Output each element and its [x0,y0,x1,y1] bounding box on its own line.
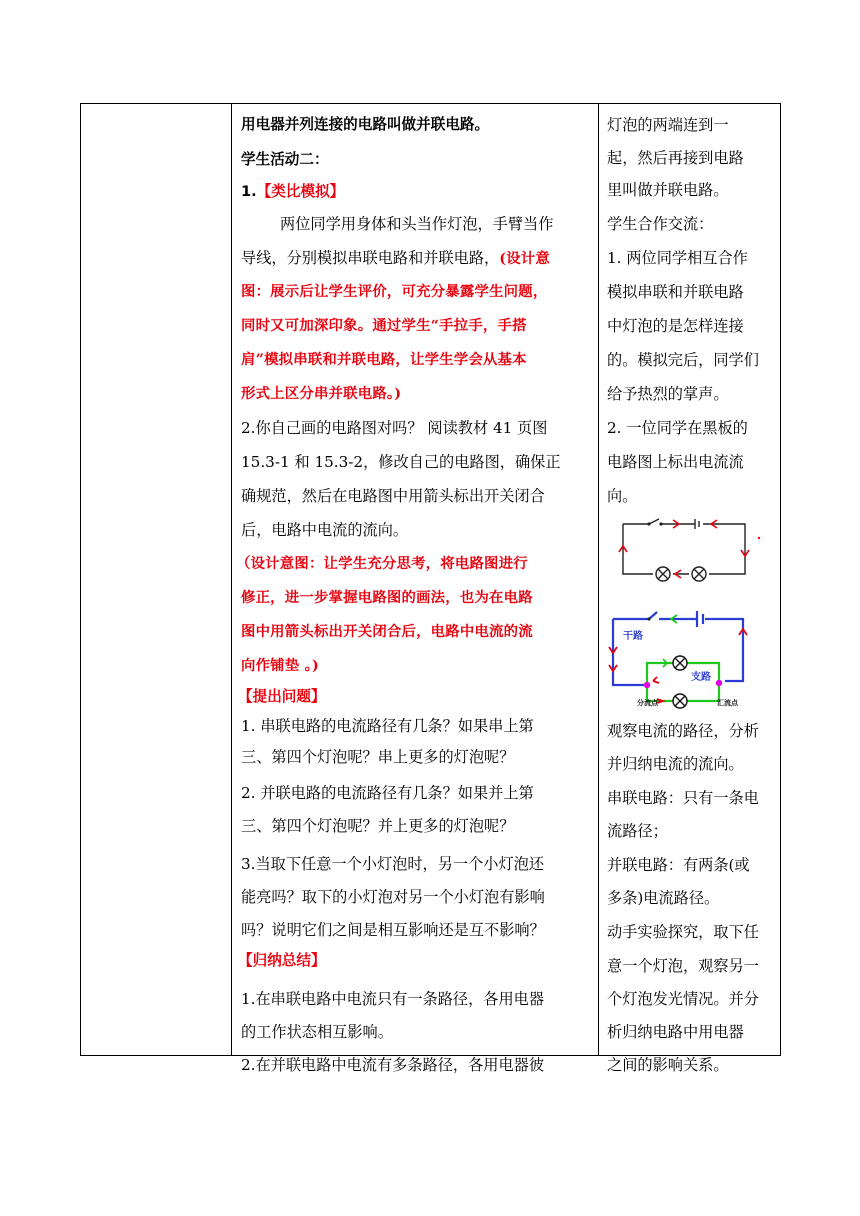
text-line: 三、第四个灯泡呢？并上更多的灯泡呢？ [241,817,515,835]
text-line: 两位同学用身体和头当作灯泡，手臂当作 [280,215,554,233]
text-line: 15.3-1 和 15.3-2，修改自己的电路图，确保正 [241,453,561,471]
parallel-circuit-diagram [607,607,767,713]
design-note-line: 图中用箭头标出开关闭合后，电路中电流的流 [241,623,533,640]
section-heading: 【提出问题】 [238,688,326,705]
text-line: 流路径； [607,822,668,840]
right-column-content [599,104,780,1074]
text-line: 意一个灯泡，观察另一 [607,957,759,975]
text-line: 2. 一位同学在黑板的 [607,419,748,437]
text-line: 灯泡的两端连到一 [607,116,729,134]
text-line: 并联电路：有两条(或 [607,856,750,874]
text-line: 确规范，然后在电路图中用箭头标出开关闭合 [241,487,545,505]
design-note-line: 同时又可加深印象。通过学生“手拉手，手搭 [241,317,527,334]
text-line: 2.在并联电路中电流有多条路径，各用电器彼 [241,1056,545,1074]
text-line: 1. 两位同学相互合作 [607,249,748,267]
text-line: 多条)电流路径。 [607,889,720,907]
design-note-line: 图：展示后让学生评价，可充分暴露学生问题， [241,283,548,300]
main-path-label: 干路 [623,631,643,642]
text-line: 1.在串联电路中电流只有一条路径，各用电器 [241,990,545,1008]
right-column-cell [599,104,781,1074]
text-line: 观察电流的路径，分析 [607,722,759,740]
text-line: 3.当取下任意一个小灯泡时，另一个小灯泡还 [241,855,545,873]
section-heading: 1.【类比模拟】 [241,183,345,200]
branch-label: 支路 [691,672,711,683]
text-line: 的。模拟完后，同学们 [607,351,759,369]
text-line: 串联电路：只有一条电 [607,789,759,807]
series-circuit-diagram [609,516,769,592]
text-line: 给予热烈的掌声。 [607,385,729,403]
text-line: 2.你自己画的电路图对吗？ 阅读教材 41 页图 [241,419,548,437]
text-line: 能亮吗？取下的小灯泡对另一个小灯泡有影响 [241,888,545,906]
section-heading: 【归纳总结】 [238,952,326,969]
text-line: 起，然后再接到电路 [607,149,744,167]
text-line: 里叫做并联电路。 [607,181,729,199]
text-line: 并归纳电流的流向。 [607,755,744,773]
text-line: 学生活动二： [241,151,329,168]
design-note-line: 肩”模拟串联和并联电路，让学生学会从基本 [241,351,527,368]
design-note-line: （设计意图：让学生充分思考，将电路图进行 [236,555,528,572]
text-line: 之间的影响关系。 [607,1056,729,1074]
split-point-label: 分流点 [637,699,658,707]
text-line: 1. 串联电路的电流路径有几条？如果串上第 [241,717,534,735]
text-line: 中灯泡的是怎样连接 [607,317,744,335]
text-line: 模拟串联和并联电路 [607,283,744,301]
text-line: 后，电路中电流的流向。 [241,521,409,539]
text-line: 学生合作交流： [607,215,714,233]
text-line: 向。 [607,487,638,505]
design-note-line: 修正，进一步掌握电路图的画法，也为在电路 [241,589,533,606]
text-line: 导线，分别模拟串联电路和并联电路，(设计意 [241,249,550,267]
left-column-cell [81,104,232,1056]
middle-column-content [232,104,598,1074]
text-line: 用电器并列连接的电路叫做并联电路。 [241,116,490,133]
design-note-line: 向作铺垫 。) [241,657,319,674]
merge-point-label: 汇流点 [717,699,738,707]
text-line: 析归纳电路中用电器 [607,1023,744,1041]
design-note-line: 形式上区分串并联电路。) [241,385,402,402]
text-line: 动手实验探究，取下任 [607,923,759,941]
lesson-table [80,103,781,1074]
text-line: 2. 并联电路的电流路径有几条？如果并上第 [241,784,534,802]
text-line: 三、第四个灯泡呢？串上更多的灯泡呢？ [241,748,515,766]
text-line: 的工作状态相互影响。 [241,1023,393,1041]
text-line: 个灯泡发光情况。并分 [607,990,759,1008]
text-line: 吗？说明它们之间是相互影响还是互不影响？ [241,921,545,939]
text-line: 电路图上标出电流流 [607,453,744,471]
middle-column-cell [232,104,599,1074]
